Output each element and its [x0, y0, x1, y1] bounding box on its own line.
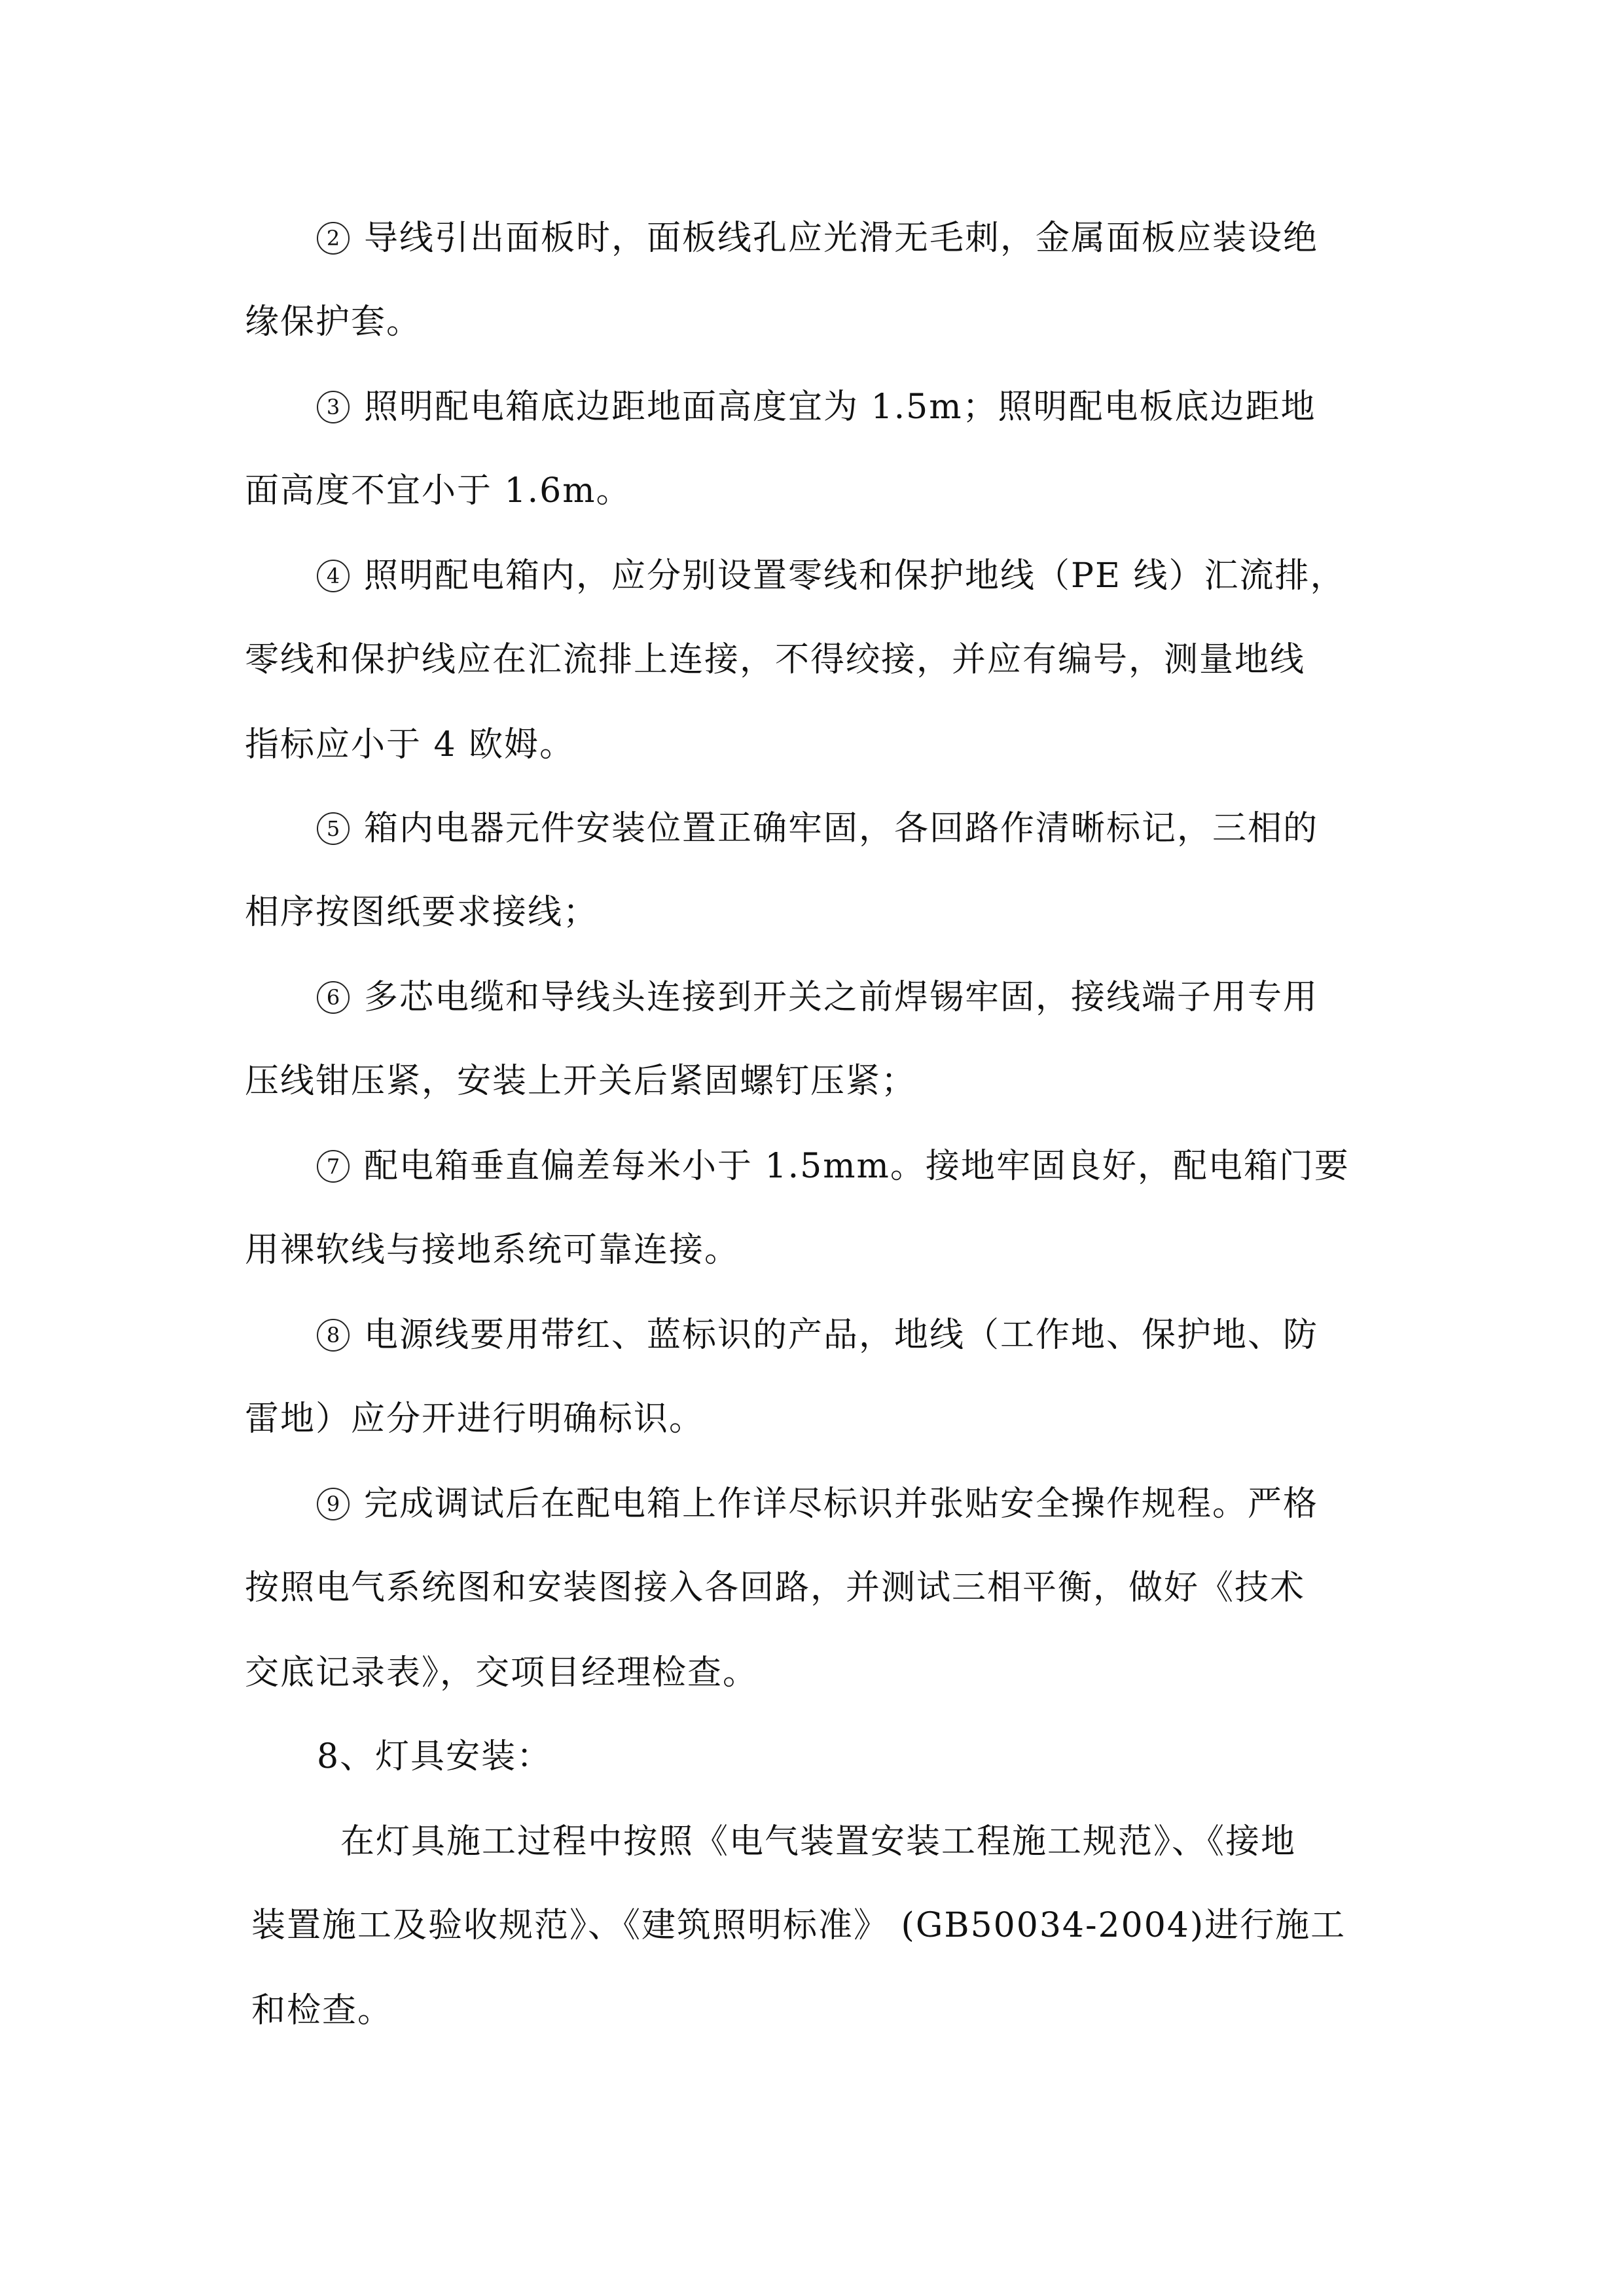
section-paragraph-line-1: 在灯具施工过程中按照《电气装置安装工程施工规范》、《接地 — [340, 1822, 1297, 1861]
circled-number-6: 6 — [317, 981, 350, 1014]
item-4-line-2: 零线和保护线应在汇流排上连接，不得绞接，并应有编号，测量地线 — [245, 640, 1306, 679]
item-4-line-1: 4 照明配电箱内，应分别设置零线和保护地线（PE 线）汇流排， — [317, 555, 1345, 597]
section-paragraph-line-2: 装置施工及验收规范》、《建筑照明标准》 (GB50034-2004)进行施工 — [251, 1906, 1346, 1945]
item-3-line-1: 3 照明配电箱底边距地面高度宜为 1.5m；照明配电板底边距地 — [317, 386, 1316, 428]
item-4-line-3: 指标应小于 4 欧姆。 — [245, 725, 575, 764]
item-3-line-2: 面高度不宜小于 1.6m。 — [245, 471, 632, 511]
circled-number-8: 8 — [317, 1319, 350, 1352]
circled-number-5: 5 — [317, 812, 350, 845]
circled-number-7: 7 — [317, 1150, 350, 1183]
item-7-line-1: 7 配电箱垂直偏差每米小于 1.5mm。接地牢固良好，配电箱门要 — [317, 1145, 1350, 1187]
item-5-line-1: 5 箱内电器元件安装位置正确牢固，各回路作清晰标记，三相的 — [317, 808, 1318, 850]
item-9-line-1: 9 完成调试后在配电箱上作详尽标识并张贴安全操作规程。严格 — [317, 1483, 1318, 1525]
section-paragraph-line-3: 和检查。 — [251, 1991, 393, 2030]
circled-number-9: 9 — [317, 1488, 350, 1520]
circled-number-3: 3 — [317, 391, 350, 423]
item-2-line-1: 2 导线引出面板时，面板线孔应光滑无毛刺，金属面板应装设绝 — [317, 217, 1318, 259]
item-9-line-2: 按照电气系统图和安装图接入各回路，并测试三相平衡，做好《技术 — [245, 1568, 1306, 1607]
item-7-line-2: 用裸软线与接地系统可靠连接。 — [245, 1230, 740, 1270]
item-8-line-1: 8 电源线要用带红、蓝标识的产品，地线（工作地、保护地、防 — [317, 1314, 1318, 1356]
item-6-line-2: 压线钳压紧，安装上开关后紧固螺钉压紧； — [245, 1062, 917, 1101]
section-heading: 8、灯具安装： — [317, 1737, 552, 1776]
item-8-line-2: 雷地）应分开进行明确标识。 — [245, 1399, 705, 1439]
item-6-line-1: 6 多芯电缆和导线头连接到开关之前焊锡牢固，接线端子用专用 — [317, 977, 1318, 1018]
item-2-line-2: 缘保护套。 — [245, 302, 422, 342]
item-9-line-3: 交底记录表》，交项目经理检查。 — [245, 1653, 759, 1693]
circled-number-4: 4 — [317, 560, 350, 592]
circled-number-2: 2 — [317, 222, 350, 255]
item-5-line-2: 相序按图纸要求接线； — [245, 893, 599, 932]
